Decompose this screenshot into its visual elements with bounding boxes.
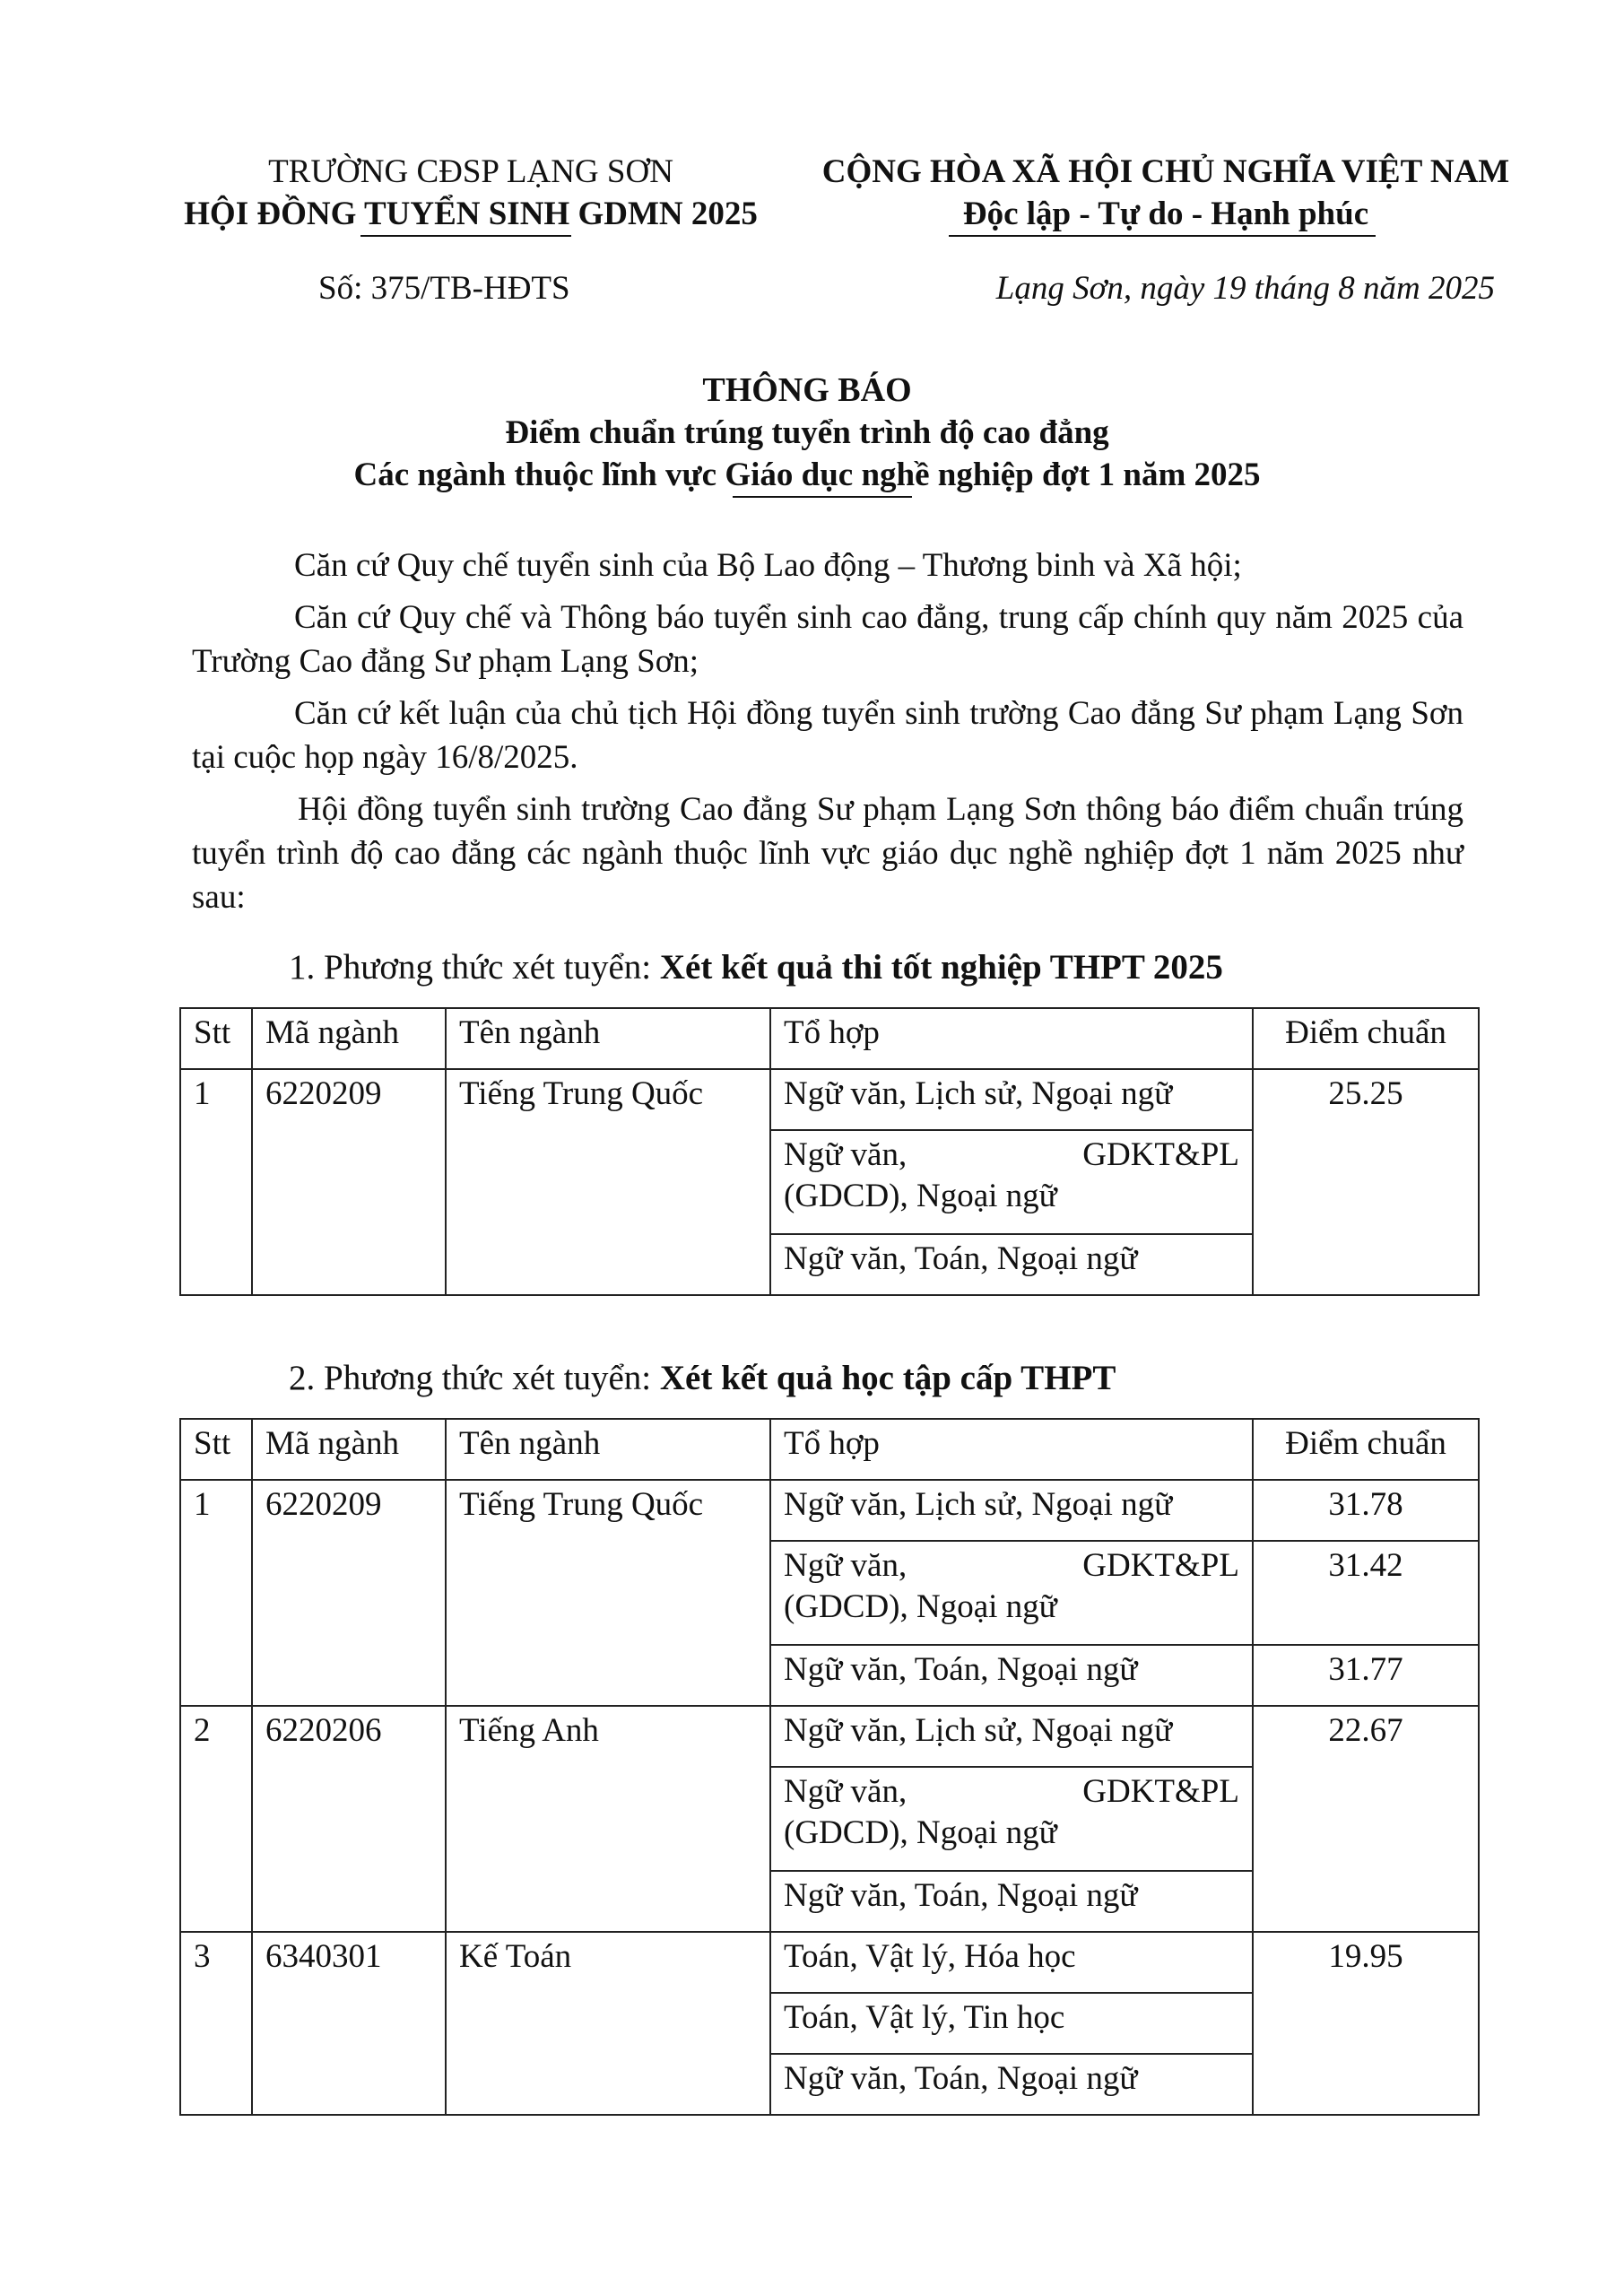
row-combo: Ngữ văn, Toán, Ngoại ngữ bbox=[770, 2054, 1253, 2115]
header-code: Mã ngành bbox=[252, 1008, 446, 1069]
country-name: CỘNG HÒA XÃ HỘI CHỦ NGHĨA VIỆT NAM bbox=[821, 153, 1510, 190]
notice-subtitle: Điểm chuẩn trúng tuyển trình độ cao đẳng bbox=[505, 414, 1109, 451]
motto: Độc lập - Tự do - Hạnh phúc bbox=[962, 196, 1369, 232]
notice-title bbox=[179, 370, 1435, 496]
row-combo: Toán, Vật lý, Tin học bbox=[770, 1993, 1253, 2054]
header-name: Tên ngành bbox=[446, 1419, 770, 1480]
row-code: 6220209 bbox=[252, 1480, 446, 1706]
row-combo: Ngữ văn, Lịch sử, Ngoại ngữ bbox=[770, 1069, 1253, 1130]
notice-scope: Các ngành thuộc lĩnh vực Giáo dục nghề nghiệp đợt 1 năm 2025 bbox=[353, 457, 1261, 493]
section-1-method: Xét kết quả thi tốt nghiệp THPT 2025 bbox=[659, 948, 1223, 987]
table-row bbox=[180, 1480, 1479, 1541]
row-combo: Ngữ văn, Toán, Ngoại ngữ bbox=[770, 1645, 1253, 1706]
header-stt: Stt bbox=[180, 1419, 252, 1480]
combo-line-1: Ngữ văn, GDKT&PL bbox=[784, 1136, 1239, 1173]
national-motto-block bbox=[807, 151, 1524, 235]
row-score: 25.25 bbox=[1253, 1069, 1479, 1295]
combo-line-1: Ngữ văn, GDKT&PL bbox=[784, 1547, 1239, 1584]
row-combo: Ngữ văn, Toán, Ngoại ngữ bbox=[770, 1234, 1253, 1295]
table-header-row bbox=[180, 1008, 1479, 1069]
row-code: 6220209 bbox=[252, 1069, 446, 1295]
section-2-title bbox=[289, 1358, 1116, 1398]
motto-underline bbox=[949, 235, 1376, 237]
row-combo bbox=[770, 1541, 1253, 1645]
row-stt: 1 bbox=[180, 1069, 252, 1295]
header-score: Điểm chuẩn bbox=[1253, 1419, 1479, 1480]
announcement-paragraph: Hội đồng tuyển sinh trường Cao đẳng Sư phạm Lạng Sơn thông báo điểm chuẩn trúng tuyển trình độ cao đẳng các ngành thuộc lĩnh vực giáo dục nghề nghiệp đợt 1 năm 2025 như sau: bbox=[192, 791, 1463, 916]
score-table-1 bbox=[179, 1007, 1480, 1296]
council-underline bbox=[360, 235, 571, 237]
header-name: Tên ngành bbox=[446, 1008, 770, 1069]
row-name: Tiếng Trung Quốc bbox=[446, 1069, 770, 1295]
score-table-2 bbox=[179, 1418, 1480, 2116]
row-score: 19.95 bbox=[1253, 1932, 1479, 2115]
notice-body bbox=[192, 544, 1463, 927]
place-date: Lạng Sơn, ngày 19 tháng 8 năm 2025 bbox=[995, 270, 1495, 307]
header-score: Điểm chuẩn bbox=[1253, 1008, 1479, 1069]
section-1-title bbox=[289, 947, 1223, 987]
header-code: Mã ngành bbox=[252, 1419, 446, 1480]
row-code: 6340301 bbox=[252, 1932, 446, 2115]
notice-heading: THÔNG BÁO bbox=[702, 371, 912, 409]
school-name: TRƯỜNG CĐSP LẠNG SƠN bbox=[268, 153, 673, 190]
title-underline bbox=[733, 496, 912, 498]
row-combo bbox=[770, 1767, 1253, 1871]
header-combo: Tổ hợp bbox=[770, 1008, 1253, 1069]
combo-line-2: (GDCD), Ngoại ngữ bbox=[784, 1588, 1057, 1625]
row-stt: 2 bbox=[180, 1706, 252, 1932]
row-stt: 3 bbox=[180, 1932, 252, 2115]
table-row bbox=[180, 1706, 1479, 1767]
council-name: HỘI ĐỒNG TUYỂN SINH GDMN 2025 bbox=[184, 196, 758, 232]
row-score: 22.67 bbox=[1253, 1706, 1479, 1932]
row-stt: 1 bbox=[180, 1480, 252, 1706]
row-score: 31.77 bbox=[1253, 1645, 1479, 1706]
header-stt: Stt bbox=[180, 1008, 252, 1069]
row-code: 6220206 bbox=[252, 1706, 446, 1932]
table-row bbox=[180, 1069, 1479, 1130]
row-name: Tiếng Trung Quốc bbox=[446, 1480, 770, 1706]
table-row bbox=[180, 1932, 1479, 1993]
basis-paragraph-3: Căn cứ kết luận của chủ tịch Hội đồng tuyển sinh trường Cao đẳng Sư phạm Lạng Sơn tại cuộc họp ngày 16/8/2025. bbox=[192, 695, 1463, 776]
basis-paragraph-1: Căn cứ Quy chế tuyển sinh của Bộ Lao động – Thương binh và Xã hội; bbox=[294, 547, 1242, 584]
table-header-row bbox=[180, 1419, 1479, 1480]
issuer-block bbox=[152, 151, 789, 235]
row-combo: Ngữ văn, Lịch sử, Ngoại ngữ bbox=[770, 1480, 1253, 1541]
row-combo: Toán, Vật lý, Hóa học bbox=[770, 1932, 1253, 1993]
row-name: Kế Toán bbox=[446, 1932, 770, 2115]
header-combo: Tổ hợp bbox=[770, 1419, 1253, 1480]
basis-paragraph-2: Căn cứ Quy chế và Thông báo tuyển sinh cao đẳng, trung cấp chính quy năm 2025 của Trường Cao đẳng Sư phạm Lạng Sơn; bbox=[192, 599, 1463, 680]
row-name: Tiếng Anh bbox=[446, 1706, 770, 1932]
section-2-prefix: 2. Phương thức xét tuyển: bbox=[289, 1359, 660, 1397]
section-1-prefix: 1. Phương thức xét tuyển: bbox=[289, 948, 660, 987]
row-score: 31.78 bbox=[1253, 1480, 1479, 1541]
combo-line-1: Ngữ văn, GDKT&PL bbox=[784, 1773, 1239, 1810]
row-combo: Ngữ văn, Lịch sử, Ngoại ngữ bbox=[770, 1706, 1253, 1767]
document-number: Số: 375/TB-HĐTS bbox=[318, 270, 570, 307]
combo-line-2: (GDCD), Ngoại ngữ bbox=[784, 1814, 1057, 1851]
row-combo bbox=[770, 1130, 1253, 1234]
row-score: 31.42 bbox=[1253, 1541, 1479, 1645]
combo-line-2: (GDCD), Ngoại ngữ bbox=[784, 1178, 1057, 1214]
section-2-method: Xét kết quả học tập cấp THPT bbox=[659, 1359, 1116, 1397]
row-combo: Ngữ văn, Toán, Ngoại ngữ bbox=[770, 1871, 1253, 1932]
